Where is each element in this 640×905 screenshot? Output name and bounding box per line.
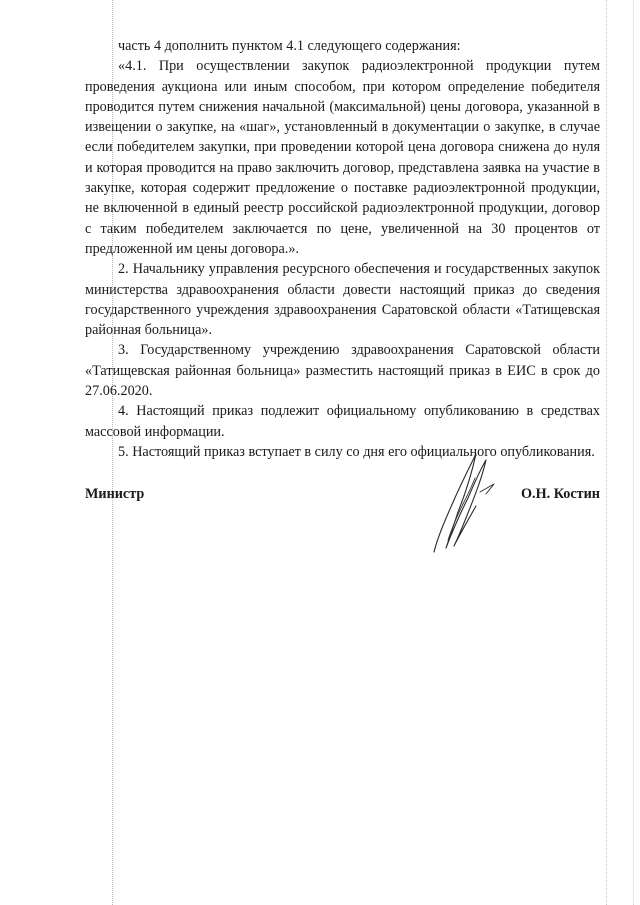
paragraph-item-2: 2. Начальнику управления ресурсного обеспечения и государственных закупок министерства здравоохранения области довести настоящий приказ до сведения государственного учреждения здравоохранения Саратовской области «Татищевская районная больница». [85,261,600,339]
paragraph-clause-4-1: «4.1. При осуществлении закупок радиоэлектронной продукции путем проведения аукциона или иным способом, при котором определение победителя проводится путем снижения начальной (максимальной) цены договора, указанной в извещении о закупке, на «шаг», установленный в документации о закупке, в случае если победителем закупки, при проведении которой цена договора снижена до нуля и которая проводится на право заключить договор, представлена заявка на участие в закупке, которая содержит предложение о поставке радиоэлектронной продукции, не включенной в единый реестр российской радиоэлектронной продукции, договор с таким победителем заключается по цене, увеличенной на 30 процентов от предложенной им цены договора.». [85,58,600,257]
paragraph-item-5: 5. Настоящий приказ вступает в силу со дня его официального опубликования. [118,443,595,460]
signature-block [85,486,600,510]
scan-artifact-line [606,0,607,905]
signer-title: Министр [85,486,145,502]
paragraph-intro: часть 4 дополнить пунктом 4.1 следующего содержания: [118,38,461,54]
scan-artifact-line [633,0,634,905]
document-body [85,36,600,462]
signer-name: О.Н. Костин [520,486,600,502]
paragraph-item-3: 3. Государственному учреждению здравоохранения Саратовской области «Татищевская районная больница» разместить настоящий приказ в ЕИС в срок до 27.06.2020. [85,342,600,400]
paragraph-item-4: 4. Настоящий приказ подлежит официальному опубликованию в средствах массовой информации. [85,403,600,440]
